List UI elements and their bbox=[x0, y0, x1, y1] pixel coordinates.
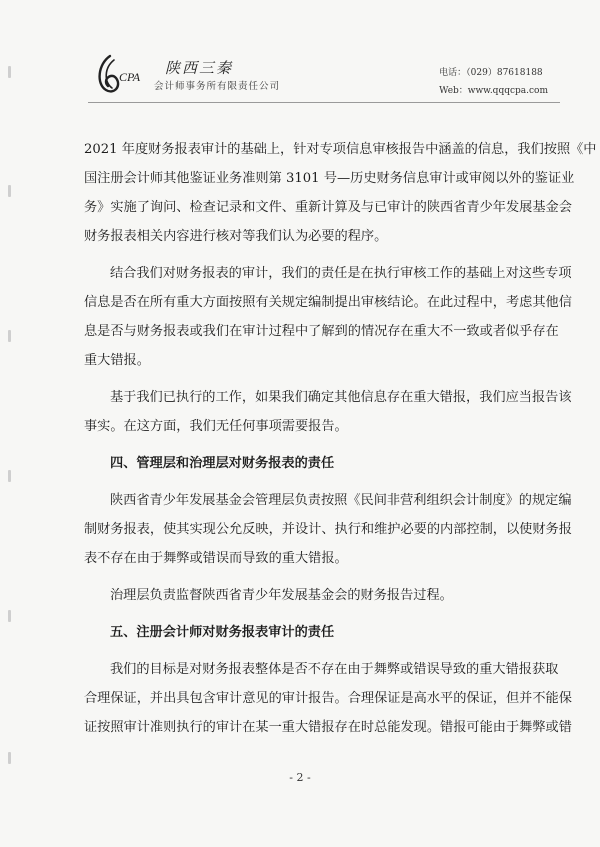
paragraph bbox=[84, 135, 597, 251]
text-line: 治理层负责监督陕西省青少年发展基金会的财务报告过程。 bbox=[110, 588, 453, 603]
header-rule bbox=[88, 102, 560, 103]
binding-mark bbox=[8, 752, 11, 764]
text-line: 事实。在这方面，我们无任何事项需要报告。 bbox=[84, 419, 348, 434]
firm-logo bbox=[92, 50, 152, 98]
paragraph bbox=[84, 581, 540, 610]
report-body bbox=[84, 135, 597, 742]
section-heading: 四、管理层和治理层对财务报表的责任 bbox=[110, 456, 335, 471]
binding-mark bbox=[8, 470, 11, 482]
paragraph bbox=[84, 486, 572, 573]
binding-mark bbox=[8, 185, 11, 197]
section-heading: 五、注册会计师对财务报表审计的责任 bbox=[110, 625, 335, 640]
firm-subtitle: 会计师事务所有限责任公司 bbox=[154, 81, 281, 92]
text-line: 信息是否在所有重大方面按照有关规定编制提出审核结论。在此过程中，考虑其他信 bbox=[84, 295, 572, 310]
text-line: 我们的目标是对财务报表整体是否不存在由于舞弊或错误导致的重大错报获取 bbox=[110, 662, 559, 677]
paragraph bbox=[84, 655, 572, 742]
text-line: 财务报表相关内容进行核对等我们认为必要的程序。 bbox=[84, 229, 388, 244]
phone-text: 电话：（029）87618188 bbox=[439, 68, 543, 78]
text-line: 务》实施了询问、检查记录和文件、重新计算及与已审计的陕西省青少年发展基金会 bbox=[84, 200, 572, 215]
text-line: 重大错报。 bbox=[84, 353, 150, 368]
firm-name: 陕西三秦 bbox=[165, 59, 234, 77]
web-text: Web：www.qqqcpa.com bbox=[439, 86, 548, 96]
binding-mark bbox=[8, 610, 11, 622]
text-line: 息是否与财务报表或我们在审计过程中了解到的情况存在重大不一致或者似乎存在 bbox=[84, 324, 559, 339]
contact-info bbox=[439, 64, 548, 100]
text-line: 结合我们对财务报表的审计，我们的责任是在执行审核工作的基础上对这些专项 bbox=[110, 266, 572, 281]
text-line: 国注册会计师其他鉴证业务准则第 3101 号—历史财务信息审计或审阅以外的鉴证业 bbox=[84, 171, 575, 186]
logo-text: CPA bbox=[119, 70, 141, 84]
paragraph bbox=[84, 383, 572, 441]
text-line: 基于我们已执行的工作，如果我们确定其他信息存在重大错报，我们应当报告该 bbox=[110, 390, 572, 405]
page-number: - 2 - bbox=[289, 771, 311, 784]
paragraph bbox=[84, 259, 572, 375]
text-line: 制财务报表，使其实现公允反映，并设计、执行和维护必要的内部控制，以使财务报 bbox=[84, 522, 572, 537]
text-line: 2021 年度财务报表审计的基础上，针对专项信息审核报告中涵盖的信息，我们按照《中 bbox=[84, 142, 597, 157]
binding-mark bbox=[8, 66, 11, 78]
text-line: 合理保证，并出具包含审计意见的审计报告。合理保证是高水平的保证，但并不能保 bbox=[84, 691, 572, 706]
text-line: 证按照审计准则执行的审计在某一重大错报存在时总能发现。错报可能由于舞弊或错 bbox=[84, 720, 572, 735]
text-line: 表不存在由于舞弊或错误而导致的重大错报。 bbox=[84, 551, 348, 566]
binding-mark bbox=[8, 330, 11, 342]
text-line: 陕西省青少年发展基金会管理层负责按照《民间非营利组织会计制度》的规定编 bbox=[110, 493, 572, 508]
